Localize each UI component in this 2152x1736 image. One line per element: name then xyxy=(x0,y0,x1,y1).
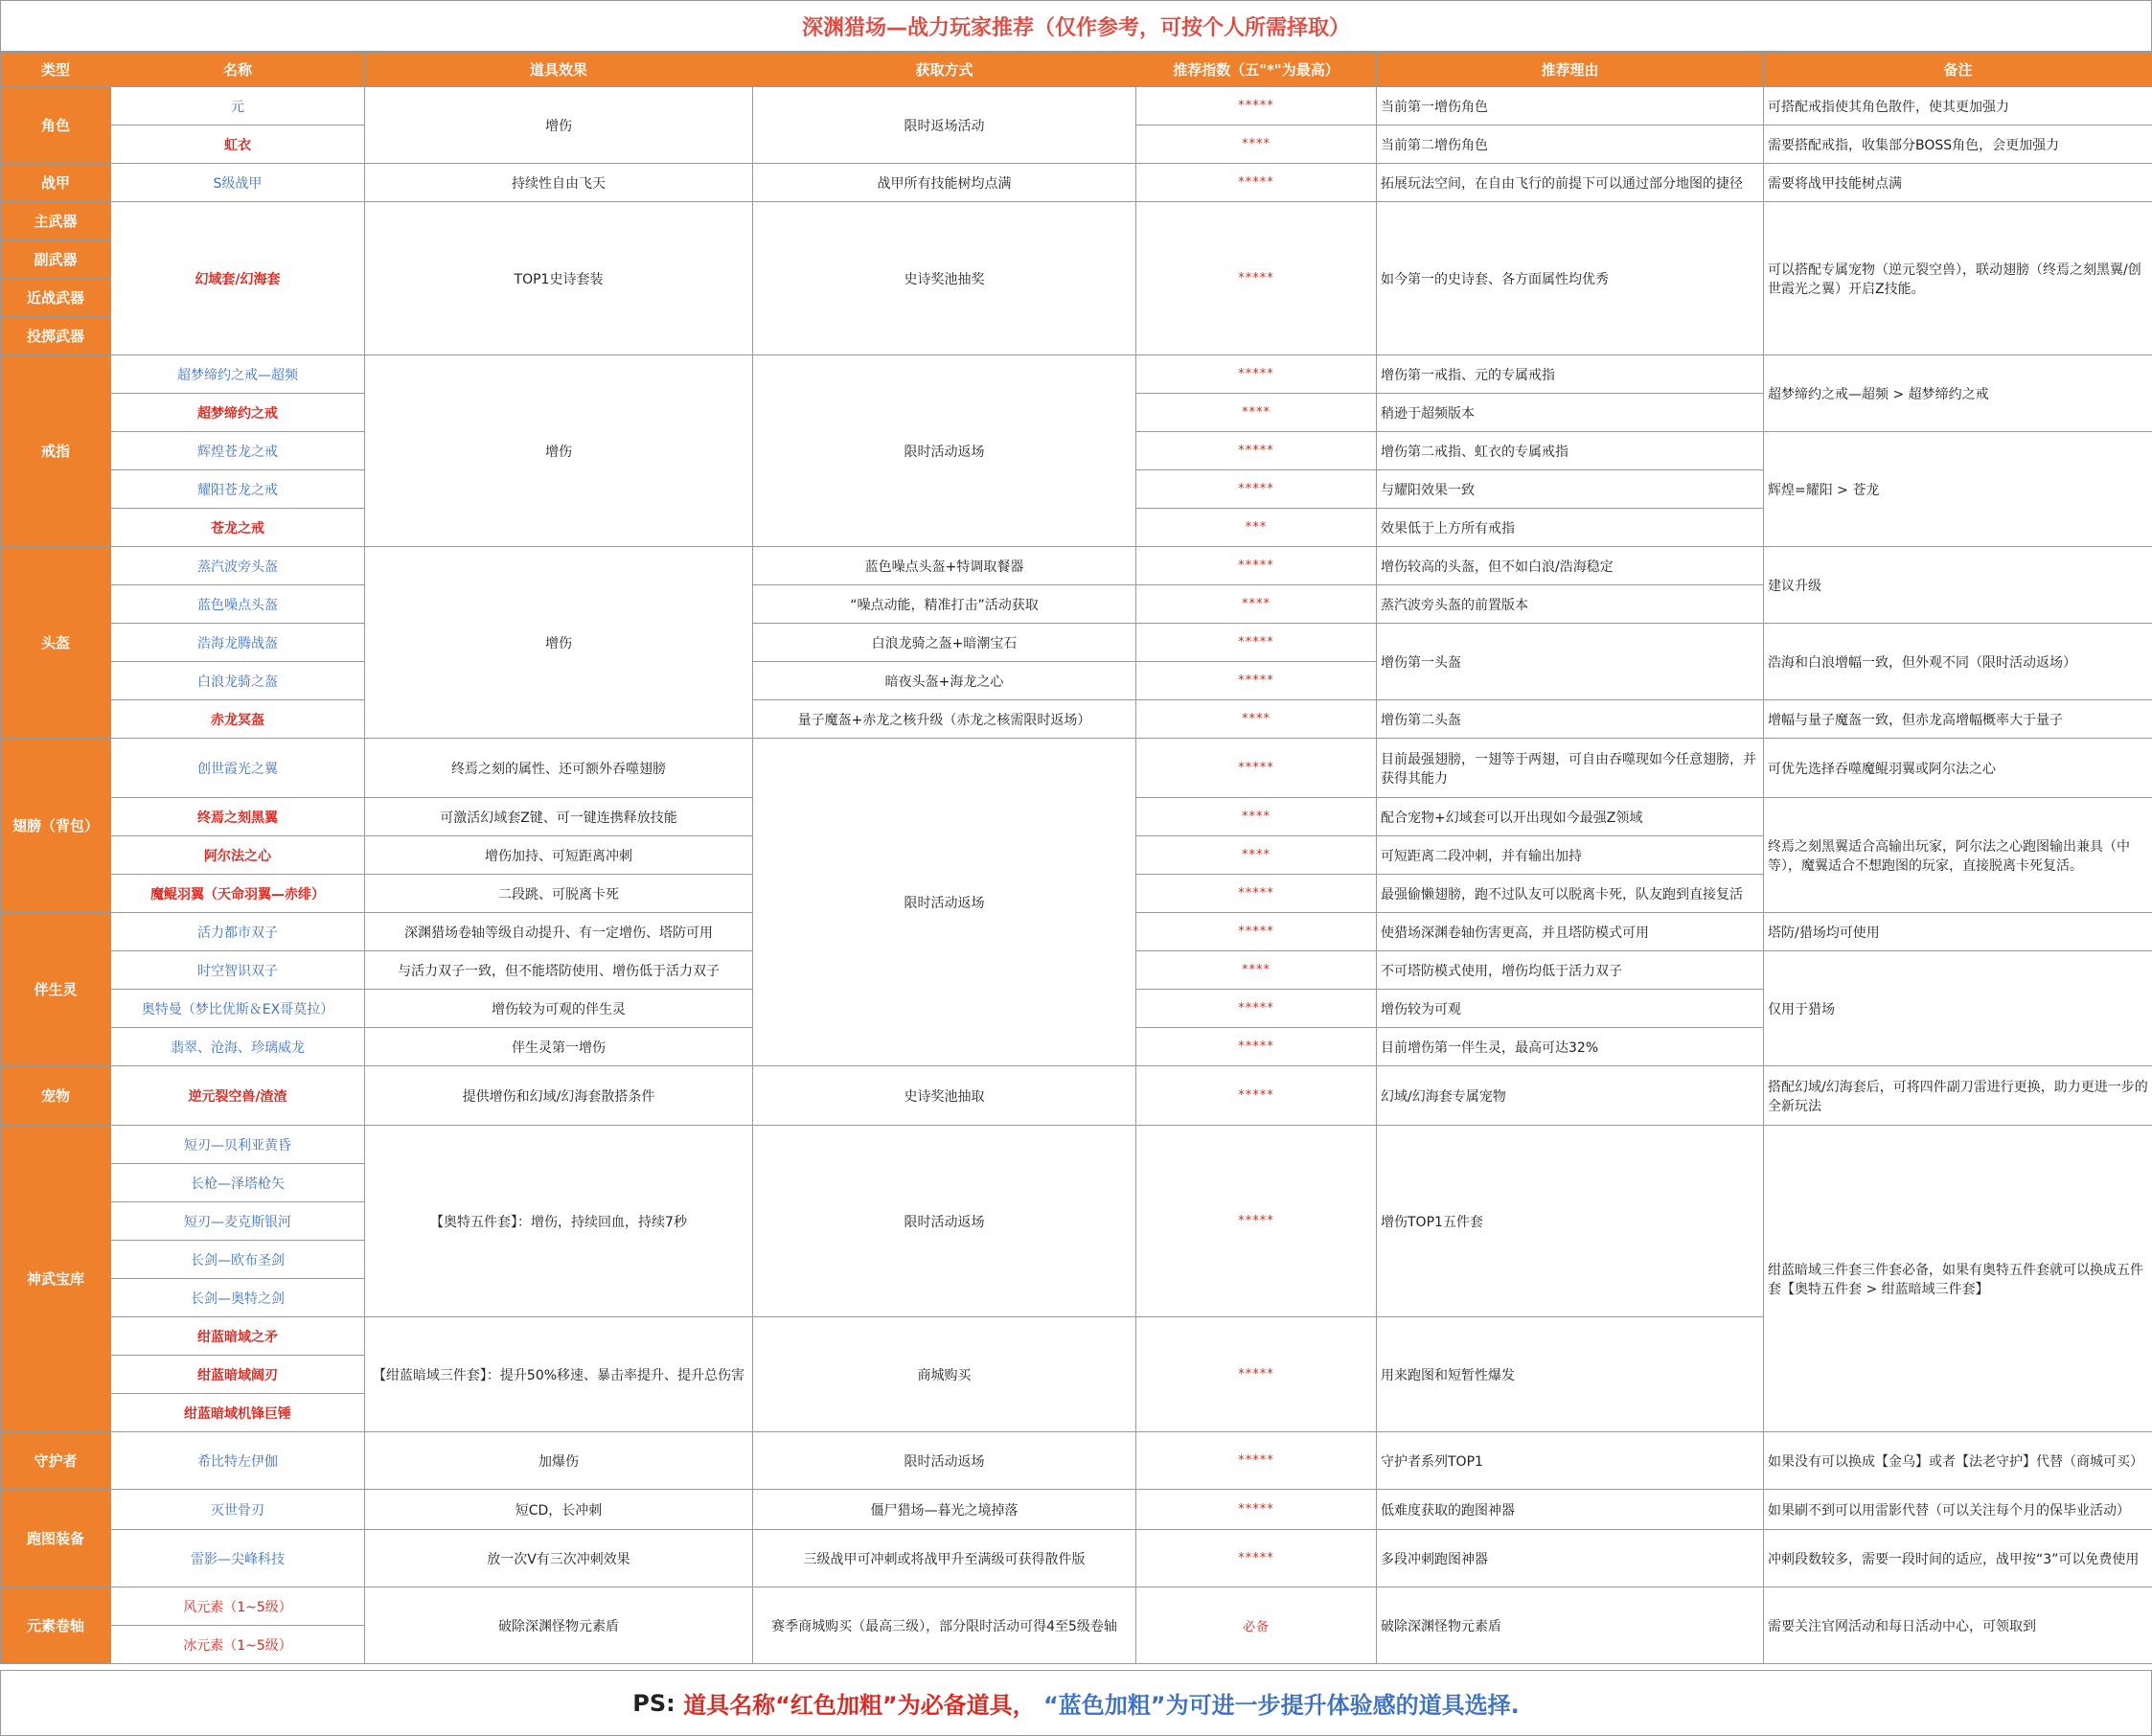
reason-cell: 增伤较为可观 xyxy=(1377,990,1764,1028)
effect-cell: 持续性自由飞天 xyxy=(365,164,753,202)
item-name: 绀蓝暗域机锋巨锤 xyxy=(111,1394,365,1432)
item-name: 白浪龙骑之盔 xyxy=(111,662,365,700)
table-row xyxy=(1,1530,2152,1588)
note-cell: 搭配幻域/幻海套后，可将四件副刀雷进行更换，助力更进一步的全新玩法 xyxy=(1764,1066,2152,1126)
item-name: 浩海龙腾战盔 xyxy=(111,624,365,662)
reason-cell: 守护者系列TOP1 xyxy=(1377,1432,1764,1490)
note-cell: 绀蓝暗域三件套三件套必备，如果有奥特五件套就可以换成五件套【奥特五件套 > 绀蓝暗域三件套】 xyxy=(1764,1126,2152,1432)
item-name: 蒸汽波旁头盔 xyxy=(111,547,365,585)
source-cell: 三级战甲可冲刺或将战甲升至满级可获得散件版 xyxy=(753,1530,1136,1588)
effect-cell: 终焉之刻的属性、还可额外吞噬翅膀 xyxy=(365,739,753,798)
reason-cell: 配合宠物+幻域套可以开出现如今最强Z领域 xyxy=(1377,798,1764,836)
header-name: 名称 xyxy=(111,53,365,87)
reason-cell: 破除深渊怪物元素盾 xyxy=(1377,1588,1764,1664)
effect-cell: 放一次V有三次冲刺效果 xyxy=(365,1530,753,1588)
rating-cell: ***** xyxy=(1136,739,1377,798)
item-name: 冰元素（1~5级） xyxy=(111,1626,365,1664)
source-cell: 限时返场活动 xyxy=(753,87,1136,164)
table-row xyxy=(1,87,2152,126)
category-cell: 主武器 xyxy=(1,202,111,240)
note-cell: 增幅与量子魔盔一致，但赤龙高增幅概率大于量子 xyxy=(1764,700,2152,739)
note-cell: 需要搭配戒指，收集部分BOSS角色，会更加强力 xyxy=(1764,126,2152,164)
footer-blue-text: “蓝色加粗”为可进一步提升体验感的道具选择. xyxy=(1043,1692,1520,1719)
item-name: 活力都市双子 xyxy=(111,913,365,951)
header-effect: 道具效果 xyxy=(365,53,753,87)
category-cell: 头盔 xyxy=(1,547,111,739)
item-name: 翡翠、沧海、珍璃威龙 xyxy=(111,1028,365,1066)
note-cell: 仅用于猎场 xyxy=(1764,951,2152,1066)
source-cell: 量子魔盔+赤龙之核升级（赤龙之核需限时返场） xyxy=(753,700,1136,739)
effect-cell: 增伤加持、可短距离冲刺 xyxy=(365,836,753,875)
rating-cell: 必备 xyxy=(1136,1588,1377,1664)
item-name: 时空智识双子 xyxy=(111,951,365,990)
footer-red-text: 道具名称“红色加粗”为必备道具， xyxy=(683,1692,1036,1719)
table-row xyxy=(1,547,2152,585)
source-cell: 限时活动返场 xyxy=(753,739,1136,1066)
reason-cell: 增伤第二头盔 xyxy=(1377,700,1764,739)
category-cell: 守护者 xyxy=(1,1432,111,1490)
item-name: 绀蓝暗域阔刃 xyxy=(111,1356,365,1394)
reason-cell: 增伤较高的头盔，但不如白浪/浩海稳定 xyxy=(1377,547,1764,585)
category-cell: 近战武器 xyxy=(1,279,111,317)
note-cell: 如果没有可以换成【金乌】或者【法老守护】代替（商城可买） xyxy=(1764,1432,2152,1490)
header-rating: 推荐指数（五"*"为最高） xyxy=(1136,53,1377,87)
reason-cell: 拓展玩法空间，在自由飞行的前提下可以通过部分地图的捷径 xyxy=(1377,164,1764,202)
rating-cell: **** xyxy=(1136,798,1377,836)
reason-cell: 当前第一增伤角色 xyxy=(1377,87,1764,126)
category-cell: 跑图装备 xyxy=(1,1490,111,1588)
rating-cell: ***** xyxy=(1136,875,1377,913)
note-cell: 可以搭配专属宠物（逆元裂空兽），联动翅膀（终焉之刻黑翼/创世霞光之翼）开启Z技能。 xyxy=(1764,202,2152,355)
rating-cell: ***** xyxy=(1136,355,1377,394)
rating-cell: ***** xyxy=(1136,1066,1377,1126)
header-reason: 推荐理由 xyxy=(1377,53,1764,87)
effect-cell: 伴生灵第一增伤 xyxy=(365,1028,753,1066)
item-name: 辉煌苍龙之戒 xyxy=(111,432,365,470)
item-name: 蓝色噪点头盔 xyxy=(111,585,365,624)
reason-cell: 最强偷懒翅膀，跑不过队友可以脱离卡死，队友跑到直接复活 xyxy=(1377,875,1764,913)
source-cell: 商城购买 xyxy=(753,1317,1136,1432)
rating-cell: ***** xyxy=(1136,1126,1377,1317)
effect-cell: 增伤 xyxy=(365,547,753,739)
item-name: 希比特左伊伽 xyxy=(111,1432,365,1490)
item-name: 虹衣 xyxy=(111,126,365,164)
source-cell: 蓝色噪点头盔+特调取餐器 xyxy=(753,547,1136,585)
category-cell: 伴生灵 xyxy=(1,913,111,1066)
note-cell: 可搭配戒指使其角色散件，使其更加强力 xyxy=(1764,87,2152,126)
reason-cell: 可短距离二段冲刺，并有输出加持 xyxy=(1377,836,1764,875)
reason-cell: 蒸汽波旁头盔的前置版本 xyxy=(1377,585,1764,624)
category-cell: 翅膀（背包） xyxy=(1,739,111,913)
note-cell: 冲刺段数较多，需要一段时间的适应，战甲按“3”可以免费使用 xyxy=(1764,1530,2152,1588)
reason-cell: 目前增伤第一伴生灵，最高可达32% xyxy=(1377,1028,1764,1066)
reason-cell: 幻域/幻海套专属宠物 xyxy=(1377,1066,1764,1126)
note-cell: 浩海和白浪增幅一致，但外观不同（限时活动返场） xyxy=(1764,624,2152,700)
rating-cell: ***** xyxy=(1136,1490,1377,1530)
sheet-title: 深渊猎场—战力玩家推荐（仅作参考，可按个人所需择取） xyxy=(0,0,2152,52)
rating-cell: ***** xyxy=(1136,913,1377,951)
effect-cell: 二段跳、可脱离卡死 xyxy=(365,875,753,913)
reason-cell: 如今第一的史诗套、各方面属性均优秀 xyxy=(1377,202,1764,355)
reason-cell: 当前第二增伤角色 xyxy=(1377,126,1764,164)
item-name: 奥特曼（梦比优斯＆EX哥莫拉） xyxy=(111,990,365,1028)
source-cell: 白浪龙骑之盔+暗潮宝石 xyxy=(753,624,1136,662)
rating-cell: ***** xyxy=(1136,990,1377,1028)
effect-cell: 【奥特五件套】：增伤，持续回血，持续7秒 xyxy=(365,1126,753,1317)
rating-cell: ***** xyxy=(1136,662,1377,700)
footer-note xyxy=(0,1670,2152,1736)
reason-cell: 稍逊于超频版本 xyxy=(1377,394,1764,432)
item-name: S级战甲 xyxy=(111,164,365,202)
effect-cell: 深渊猎场卷轴等级自动提升、有一定增伤、塔防可用 xyxy=(365,913,753,951)
item-name: 幻域套/幻海套 xyxy=(111,202,365,355)
rating-cell: **** xyxy=(1136,836,1377,875)
table-row xyxy=(1,1066,2152,1126)
header-note: 备注 xyxy=(1764,53,2152,87)
table-row xyxy=(1,700,2152,739)
rating-cell: ***** xyxy=(1136,547,1377,585)
rating-cell: ***** xyxy=(1136,164,1377,202)
rating-cell: ***** xyxy=(1136,432,1377,470)
source-cell: 限时活动返场 xyxy=(753,355,1136,547)
effect-cell: 加爆伤 xyxy=(365,1432,753,1490)
rating-cell: ***** xyxy=(1136,1317,1377,1432)
item-name: 赤龙冥盔 xyxy=(111,700,365,739)
rating-cell: ***** xyxy=(1136,87,1377,126)
header-row xyxy=(1,53,2152,87)
item-name: 短刃—贝利亚黄昏 xyxy=(111,1126,365,1164)
source-cell: “噪点动能，精准打击”活动获取 xyxy=(753,585,1136,624)
note-cell: 需要将战甲技能树点满 xyxy=(1764,164,2152,202)
effect-cell: 短CD，长冲刺 xyxy=(365,1490,753,1530)
category-cell: 元素卷轴 xyxy=(1,1588,111,1664)
source-cell: 史诗奖池抽奖 xyxy=(753,202,1136,355)
item-name: 阿尔法之心 xyxy=(111,836,365,875)
table-row xyxy=(1,202,2152,240)
category-cell: 戒指 xyxy=(1,355,111,547)
item-name: 短刃—麦克斯银河 xyxy=(111,1202,365,1241)
note-cell: 终焉之刻黑翼适合高输出玩家，阿尔法之心跑图输出兼具（中等），魔翼适合不想跑图的玩家，直接脱离卡死复活。 xyxy=(1764,798,2152,913)
source-cell: 赛季商城购买（最高三级），部分限时活动可得4至5级卷轴 xyxy=(753,1588,1136,1664)
item-name: 长枪—泽塔枪矢 xyxy=(111,1164,365,1202)
note-cell: 如果刷不到可以用雷影代替（可以关注每个月的保毕业活动） xyxy=(1764,1490,2152,1530)
category-cell: 战甲 xyxy=(1,164,111,202)
category-cell: 宠物 xyxy=(1,1066,111,1126)
item-name: 灭世骨刃 xyxy=(111,1490,365,1530)
category-cell: 角色 xyxy=(1,87,111,164)
effect-cell: 破除深渊怪物元素盾 xyxy=(365,1588,753,1664)
reason-cell: 增伤第二戒指、虹衣的专属戒指 xyxy=(1377,432,1764,470)
table-row xyxy=(1,1126,2152,1164)
note-cell: 超梦缔约之戒—超频 > 超梦缔约之戒 xyxy=(1764,355,2152,432)
rating-cell: ***** xyxy=(1136,1028,1377,1066)
item-name: 长剑—奥特之剑 xyxy=(111,1279,365,1317)
reason-cell: 不可塔防模式使用，增伤均低于活力双子 xyxy=(1377,951,1764,990)
note-cell: 可优先选择吞噬魔鲲羽翼或阿尔法之心 xyxy=(1764,739,2152,798)
table-row xyxy=(1,1432,2152,1490)
reason-cell: 增伤TOP1五件套 xyxy=(1377,1126,1764,1317)
effect-cell: 【绀蓝暗域三件套】：提升50%移速、暴击率提升、提升总伤害 xyxy=(365,1317,753,1432)
item-name: 雷影—尖峰科技 xyxy=(111,1530,365,1588)
reason-cell: 增伤第一戒指、元的专属戒指 xyxy=(1377,355,1764,394)
rating-cell: ***** xyxy=(1136,470,1377,509)
source-cell: 限时活动返场 xyxy=(753,1432,1136,1490)
item-name: 长剑—欧布圣剑 xyxy=(111,1241,365,1279)
reason-cell: 低难度获取的跑图神器 xyxy=(1377,1490,1764,1530)
source-cell: 战甲所有技能树均点满 xyxy=(753,164,1136,202)
note-cell: 辉煌=耀阳 > 苍龙 xyxy=(1764,432,2152,547)
effect-cell: TOP1史诗套装 xyxy=(365,202,753,355)
effect-cell: 增伤较为可观的伴生灵 xyxy=(365,990,753,1028)
header-type: 类型 xyxy=(1,53,111,87)
rating-cell: ***** xyxy=(1136,624,1377,662)
rating-cell: **** xyxy=(1136,585,1377,624)
effect-cell: 增伤 xyxy=(365,355,753,547)
header-source: 获取方式 xyxy=(753,53,1136,87)
recommendation-table xyxy=(0,52,2152,1664)
rating-cell: **** xyxy=(1136,126,1377,164)
note-cell: 需要关注官网活动和每日活动中心，可领取到 xyxy=(1764,1588,2152,1664)
rating-cell: ***** xyxy=(1136,1432,1377,1490)
rating-cell: ***** xyxy=(1136,202,1377,355)
effect-cell: 增伤 xyxy=(365,87,753,164)
table-row xyxy=(1,624,2152,662)
item-name: 逆元裂空兽/渣渣 xyxy=(111,1066,365,1126)
source-cell: 僵尸猎场—暮光之境掉落 xyxy=(753,1490,1136,1530)
effect-cell: 提供增伤和幻域/幻海套散搭条件 xyxy=(365,1066,753,1126)
effect-cell: 与活力双子一致，但不能塔防使用、增伤低于活力双子 xyxy=(365,951,753,990)
rating-cell: **** xyxy=(1136,394,1377,432)
source-cell: 暗夜头盔+海龙之心 xyxy=(753,662,1136,700)
item-name: 耀阳苍龙之戒 xyxy=(111,470,365,509)
item-name: 超梦缔约之戒 xyxy=(111,394,365,432)
reason-cell: 增伤第一头盔 xyxy=(1377,624,1764,700)
category-cell: 投掷武器 xyxy=(1,317,111,355)
item-name: 创世霞光之翼 xyxy=(111,739,365,798)
note-cell: 塔防/猎场均可使用 xyxy=(1764,913,2152,951)
source-cell: 限时活动返场 xyxy=(753,1126,1136,1317)
item-name: 终焉之刻黑翼 xyxy=(111,798,365,836)
item-name: 元 xyxy=(111,87,365,126)
reason-cell: 用来跑图和短暂性爆发 xyxy=(1377,1317,1764,1432)
source-cell: 史诗奖池抽取 xyxy=(753,1066,1136,1126)
table-row xyxy=(1,1490,2152,1530)
note-cell: 建议升级 xyxy=(1764,547,2152,624)
item-name: 风元素（1~5级） xyxy=(111,1588,365,1626)
category-cell: 副武器 xyxy=(1,240,111,279)
table-row xyxy=(1,164,2152,202)
effect-cell: 可激活幻域套Z键、可一键连携释放技能 xyxy=(365,798,753,836)
table-row xyxy=(1,739,2152,798)
rating-cell: **** xyxy=(1136,951,1377,990)
category-cell: 神武宝库 xyxy=(1,1126,111,1432)
rating-cell: ***** xyxy=(1136,1530,1377,1588)
item-name: 超梦缔约之戒—超频 xyxy=(111,355,365,394)
footer-ps: PS: xyxy=(632,1689,675,1717)
item-name: 绀蓝暗域之矛 xyxy=(111,1317,365,1356)
reason-cell: 多段冲刺跑图神器 xyxy=(1377,1530,1764,1588)
table-row xyxy=(1,1588,2152,1626)
reason-cell: 与耀阳效果一致 xyxy=(1377,470,1764,509)
table-row xyxy=(1,355,2152,394)
reason-cell: 使猎场深渊卷轴伤害更高，并且塔防模式可用 xyxy=(1377,913,1764,951)
rating-cell: *** xyxy=(1136,509,1377,547)
reason-cell: 目前最强翅膀，一翅等于两翅，可自由吞噬现如今任意翅膀，并获得其能力 xyxy=(1377,739,1764,798)
item-name: 苍龙之戒 xyxy=(111,509,365,547)
item-name: 魔鲲羽翼（天命羽翼—赤绯） xyxy=(111,875,365,913)
reason-cell: 效果低于上方所有戒指 xyxy=(1377,509,1764,547)
rating-cell: **** xyxy=(1136,700,1377,739)
